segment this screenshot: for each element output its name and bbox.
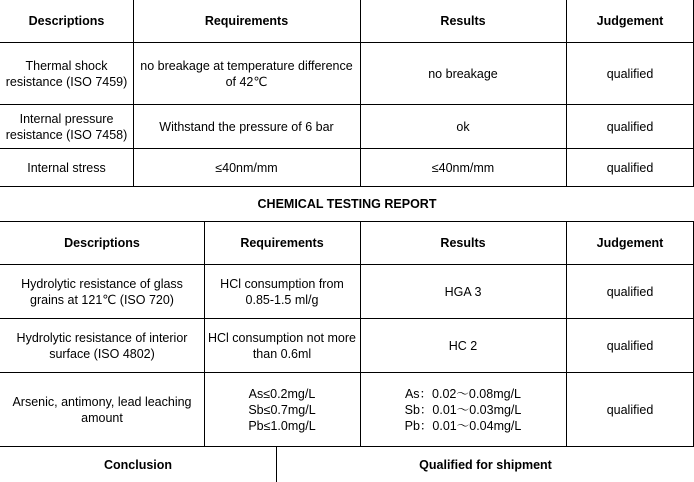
table-cell-result — [360, 373, 566, 446]
requirement-line: Sb≤0.7mg/L — [248, 402, 316, 417]
header-judgement: Judgement — [596, 236, 664, 250]
table-cell-requirement: HCl consumption from 0.85-1.5 ml/g — [220, 276, 344, 307]
header-descriptions: Descriptions — [28, 14, 105, 28]
conclusion-value: Qualified for shipment — [419, 457, 552, 472]
header-requirements: Requirements — [240, 236, 324, 250]
table-cell-result: ≤40nm/mm — [431, 160, 495, 175]
header-results: Results — [440, 14, 486, 28]
table-cell-judgement: qualified — [606, 119, 654, 134]
table-cell-description: Internal pressure resistance (ISO 7458) — [5, 111, 128, 142]
table-cell-judgement: qualified — [606, 66, 654, 81]
table-cell-description: Hydrolytic resistance of interior surface (ISO 4802) — [16, 330, 188, 361]
table-cell-result: no breakage — [428, 66, 498, 81]
result-line: Sb：0.01～0.03mg/L — [404, 402, 522, 417]
table-cell-requirement: ≤40nm/mm — [215, 160, 278, 175]
table-cell-description: Hydrolytic resistance of glass grains at 121℃ (ISO 720) — [21, 276, 183, 307]
table-cell-description: Internal stress — [27, 160, 106, 175]
table-cell-judgement: qualified — [606, 284, 654, 299]
result-line: Pb：0.01～0.04mg/L — [404, 418, 522, 433]
result-line: As：0.02～0.08mg/L — [404, 386, 522, 401]
conclusion-label: Conclusion — [103, 457, 173, 472]
table-cell-judgement: qualified — [606, 338, 654, 353]
header-requirements: Requirements — [204, 14, 289, 28]
table-cell-description: Arsenic, antimony, lead leaching amount — [12, 394, 192, 425]
table-cell-result: HGA 3 — [444, 284, 482, 299]
requirement-line: Pb≤1.0mg/L — [248, 418, 316, 433]
table-cell-result: HC 2 — [448, 338, 478, 353]
table-cell-result: ok — [456, 119, 470, 134]
table-cell-judgement: qualified — [606, 402, 654, 417]
requirement-line: As≤0.2mg/L — [248, 386, 316, 401]
header-descriptions: Descriptions — [64, 236, 140, 250]
table-cell-description: Thermal shock resistance (ISO 7459) — [5, 58, 128, 89]
header-judgement: Judgement — [596, 14, 664, 28]
table-cell-requirement: no breakage at temperature difference of 42℃ — [140, 58, 353, 89]
table-cell-requirement — [204, 373, 360, 446]
table-cell-requirement: Withstand the pressure of 6 bar — [159, 119, 334, 134]
table-cell-requirement: HCl consumption not more than 0.6ml — [208, 330, 356, 361]
table-cell-judgement: qualified — [606, 160, 654, 175]
section-title: CHEMICAL TESTING REPORT — [257, 197, 437, 211]
header-results: Results — [440, 236, 486, 250]
